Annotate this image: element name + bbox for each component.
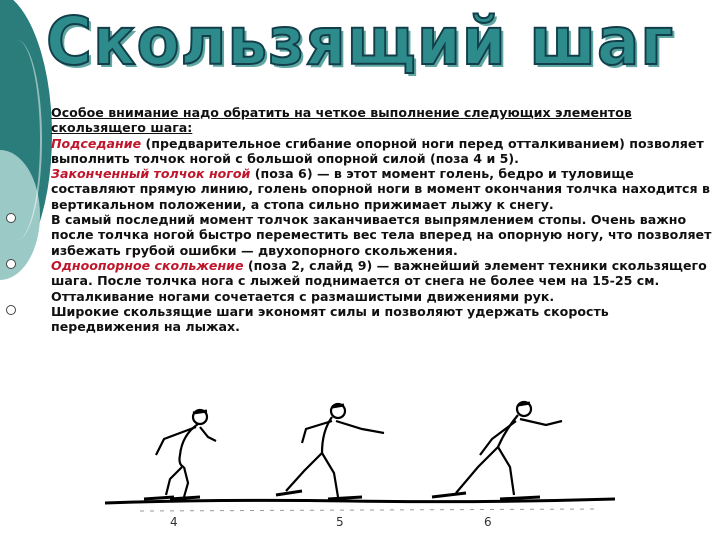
term-highlight: Законченный толчок ногой — [51, 166, 251, 182]
bullet-icon — [6, 305, 16, 315]
skier-drawing — [100, 395, 620, 535]
item-text: Широкие скользящие шаги экономят силы и позволяют удержать скорость передвижения на лыжах. — [51, 303, 609, 335]
skier-pose-4 — [144, 410, 216, 499]
bullet-icon — [6, 259, 16, 269]
list-item — [0, 304, 720, 335]
skier-pose-5 — [276, 404, 384, 499]
snow-texture — [140, 509, 600, 511]
item-text: (предварительное сгибание опорной ноги перед отталкиванием) позволяет выполнить толчок ногой с большой опорной силой (поза 4 и 5). — [51, 135, 704, 166]
slide-title: Скользящий шаг — [46, 3, 674, 80]
skier-illustration — [100, 395, 620, 535]
list-item — [0, 136, 720, 167]
pose-label-6: 6 — [484, 515, 492, 529]
item-text: В самый последний момент толчок заканчивается выпрямлением стопы. Очень важно после толчка ногой быстро переместить вес тела вперед на опорную ногу, что позволяет избежать грубой ошибки — двухопорного скольжения. — [51, 212, 712, 258]
item-text: (поза 2, слайд 9) — важнейший элемент техники скользящего шага. После толчка нога с лыжей поднимается от снега не более чем на 15-25 см. Отталкивание ногами сочетается с размашистыми движениями рук. — [51, 257, 707, 304]
pose-label-4: 4 — [170, 515, 178, 529]
bullet-list — [0, 105, 720, 334]
term-highlight: Одноопорное скольжение — [51, 257, 244, 273]
list-item — [0, 258, 720, 304]
intro-text: Особое внимание надо обратить на четкое выполнение следующих элементов скользящего шага: — [51, 105, 632, 136]
term-highlight: Подседание — [51, 135, 142, 151]
pose-label-5: 5 — [336, 515, 344, 529]
list-item — [0, 212, 720, 258]
skier-pose-6 — [432, 402, 562, 499]
item-text: (поза 6) — в этот момент голень, бедро и туловище составляют прямую линию, голень опорной ноги в момент окончания толчка находится в вертикальном положении, а стопа сильно прижимает лыжу к снегу. — [51, 166, 710, 212]
list-item — [0, 166, 720, 212]
list-item-intro — [0, 105, 720, 136]
bullet-icon — [6, 213, 16, 223]
